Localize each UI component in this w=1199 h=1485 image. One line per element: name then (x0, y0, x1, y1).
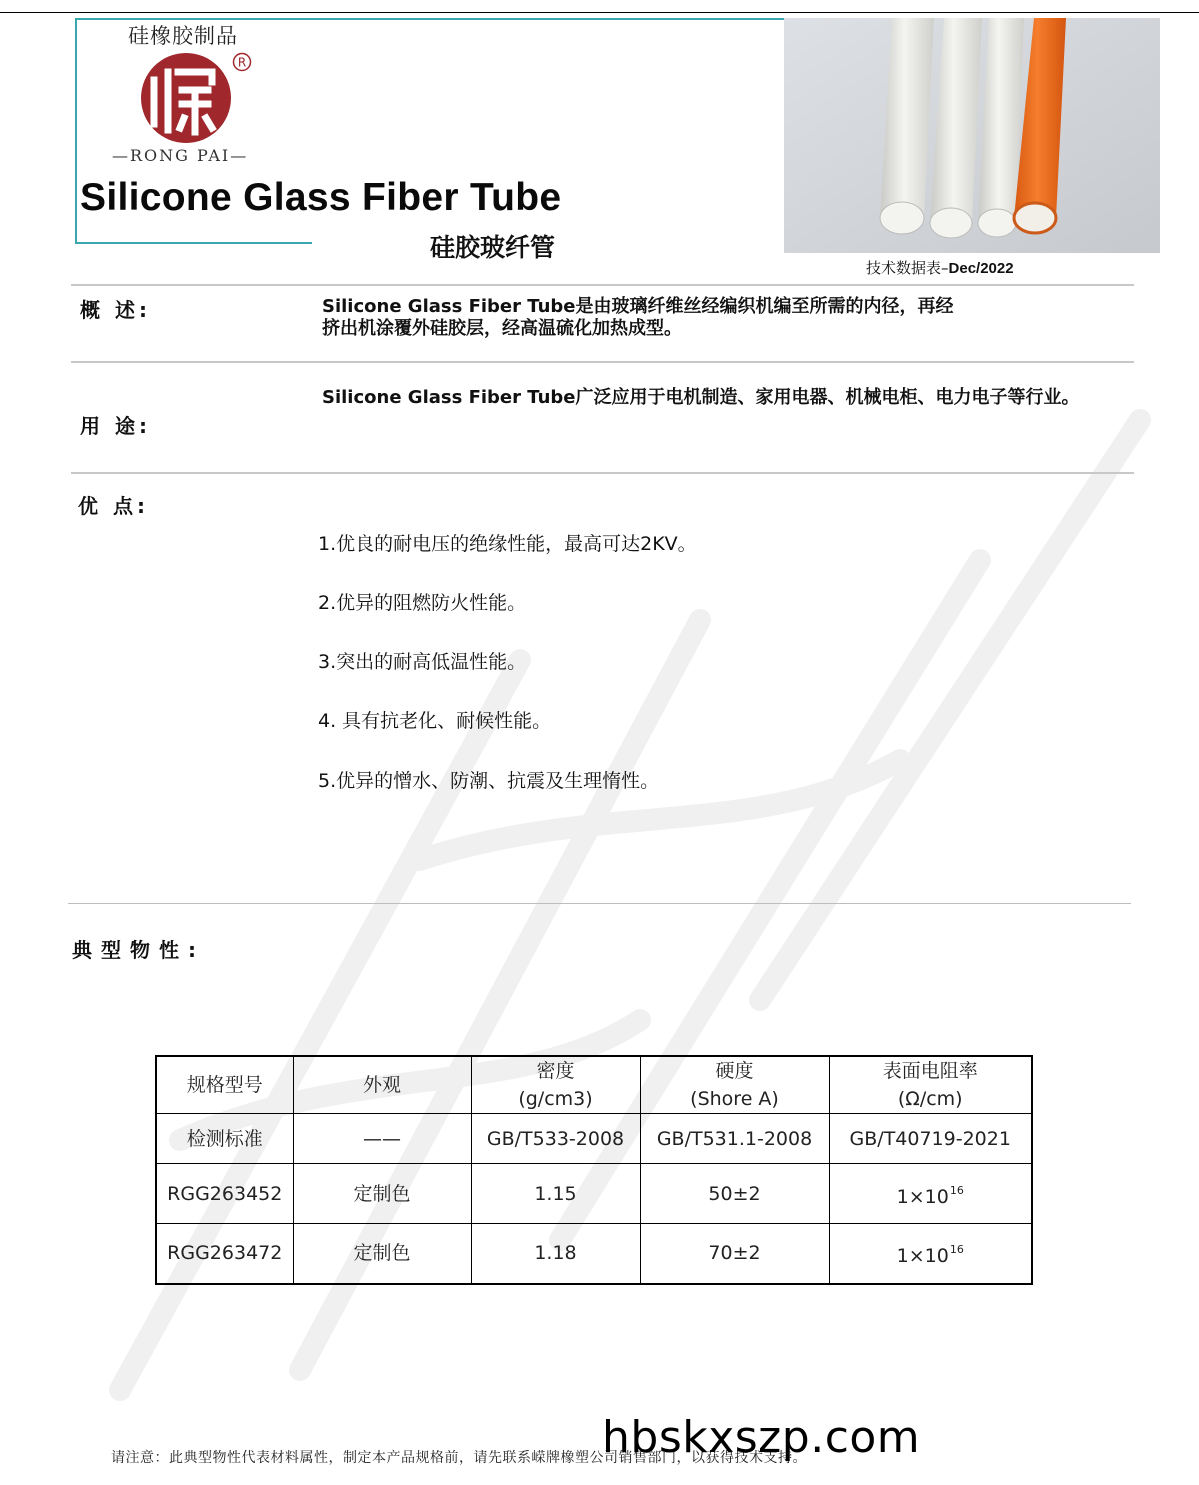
svg-text:R: R (237, 55, 247, 70)
table-cell: —— (293, 1114, 471, 1164)
table-cell: 检测标准 (156, 1114, 293, 1164)
brand-english-name: —RONG PAI— (112, 146, 249, 165)
product-title-english: Silicone Glass Fiber Tube (80, 176, 562, 219)
advantage-item: 2.优异的阻燃防火性能。 (318, 592, 527, 614)
table-header-row (156, 1056, 1032, 1114)
table-cell: GB/T40719-2021 (829, 1114, 1032, 1164)
overview-text-line1: Silicone Glass Fiber Tube是由玻璃纤维丝经编织机编至所需的内径，再经 (322, 296, 954, 317)
advantage-item: 4. 具有抗老化、耐候性能。 (318, 710, 552, 732)
section-divider (71, 284, 1134, 286)
datasheet-date-label (866, 257, 1014, 278)
table-cell: RGG263472 (156, 1224, 293, 1284)
table-cell: RGG263452 (156, 1164, 293, 1224)
datasheet-date: Dec/2022 (948, 260, 1014, 277)
table-row (156, 1224, 1032, 1284)
datasheet-label: 技术数据表– (866, 259, 949, 277)
usage-text: Silicone Glass Fiber Tube广泛应用于电机制造、家用电器、机械电柜、电力电子等行业。 (322, 387, 1080, 408)
table-cell: $1\times 10^{16}$ (829, 1224, 1032, 1284)
table-cell: 70±2 (640, 1224, 829, 1284)
table-cell: $1\times 10^{16}$ (829, 1164, 1032, 1224)
table-cell: GB/T531.1-2008 (640, 1114, 829, 1164)
advantages-label: 优 点: (78, 494, 149, 518)
advantage-item: 5.优异的憎水、防潮、抗震及生理惰性。 (318, 770, 660, 792)
properties-label: 典型物性: (72, 938, 205, 962)
section-divider (71, 472, 1134, 474)
overview-label: 概 述: (80, 298, 151, 322)
footer-note: 请注意：此典型物性代表材料属性，制定本产品规格前，请先联系嵘牌橡塑公司销售部门，以获得技术支持。 (111, 1450, 807, 1466)
product-photo (784, 18, 1160, 253)
header-cell-resistivity: 表面电阻率 (Ω/cm) (829, 1056, 1032, 1114)
brand-chinese-name: 硅橡胶制品 (128, 24, 238, 48)
advantage-item: 3.突出的耐高低温性能。 (318, 651, 527, 673)
table-cell: 定制色 (293, 1224, 471, 1284)
section-divider (71, 361, 1134, 363)
header-cell-density: 密度 (g/cm3) (471, 1056, 640, 1114)
table-cell: 定制色 (293, 1164, 471, 1224)
table-cell: 1.18 (471, 1224, 640, 1284)
header-cell-appearance: 外观 (293, 1056, 471, 1114)
header-frame-left (75, 18, 77, 244)
header-frame-bottom (75, 242, 312, 244)
advantage-item: 1.优良的耐电压的绝缘性能，最高可达2KV。 (318, 533, 697, 555)
section-divider (68, 903, 1131, 904)
table-cell: GB/T533-2008 (471, 1114, 640, 1164)
overview-text-line2: 挤出机涂覆外硅胶层，经高温硫化加热成型。 (322, 318, 682, 339)
table-cell: 1.15 (471, 1164, 640, 1224)
properties-table (155, 1055, 1033, 1285)
table-cell: 50±2 (640, 1164, 829, 1224)
top-rule (0, 12, 1199, 13)
registered-trademark-icon (232, 52, 252, 72)
header-cell-model: 规格型号 (156, 1056, 293, 1114)
rongpai-logo-icon (138, 50, 234, 146)
table-row (156, 1164, 1032, 1224)
table-standards-row (156, 1114, 1032, 1164)
watermark-url: hbskxszp.com (602, 1412, 921, 1463)
product-title-chinese: 硅胶玻纤管 (430, 233, 556, 262)
header-cell-hardness: 硬度 (Shore A) (640, 1056, 829, 1114)
usage-label: 用 途: (80, 414, 151, 438)
